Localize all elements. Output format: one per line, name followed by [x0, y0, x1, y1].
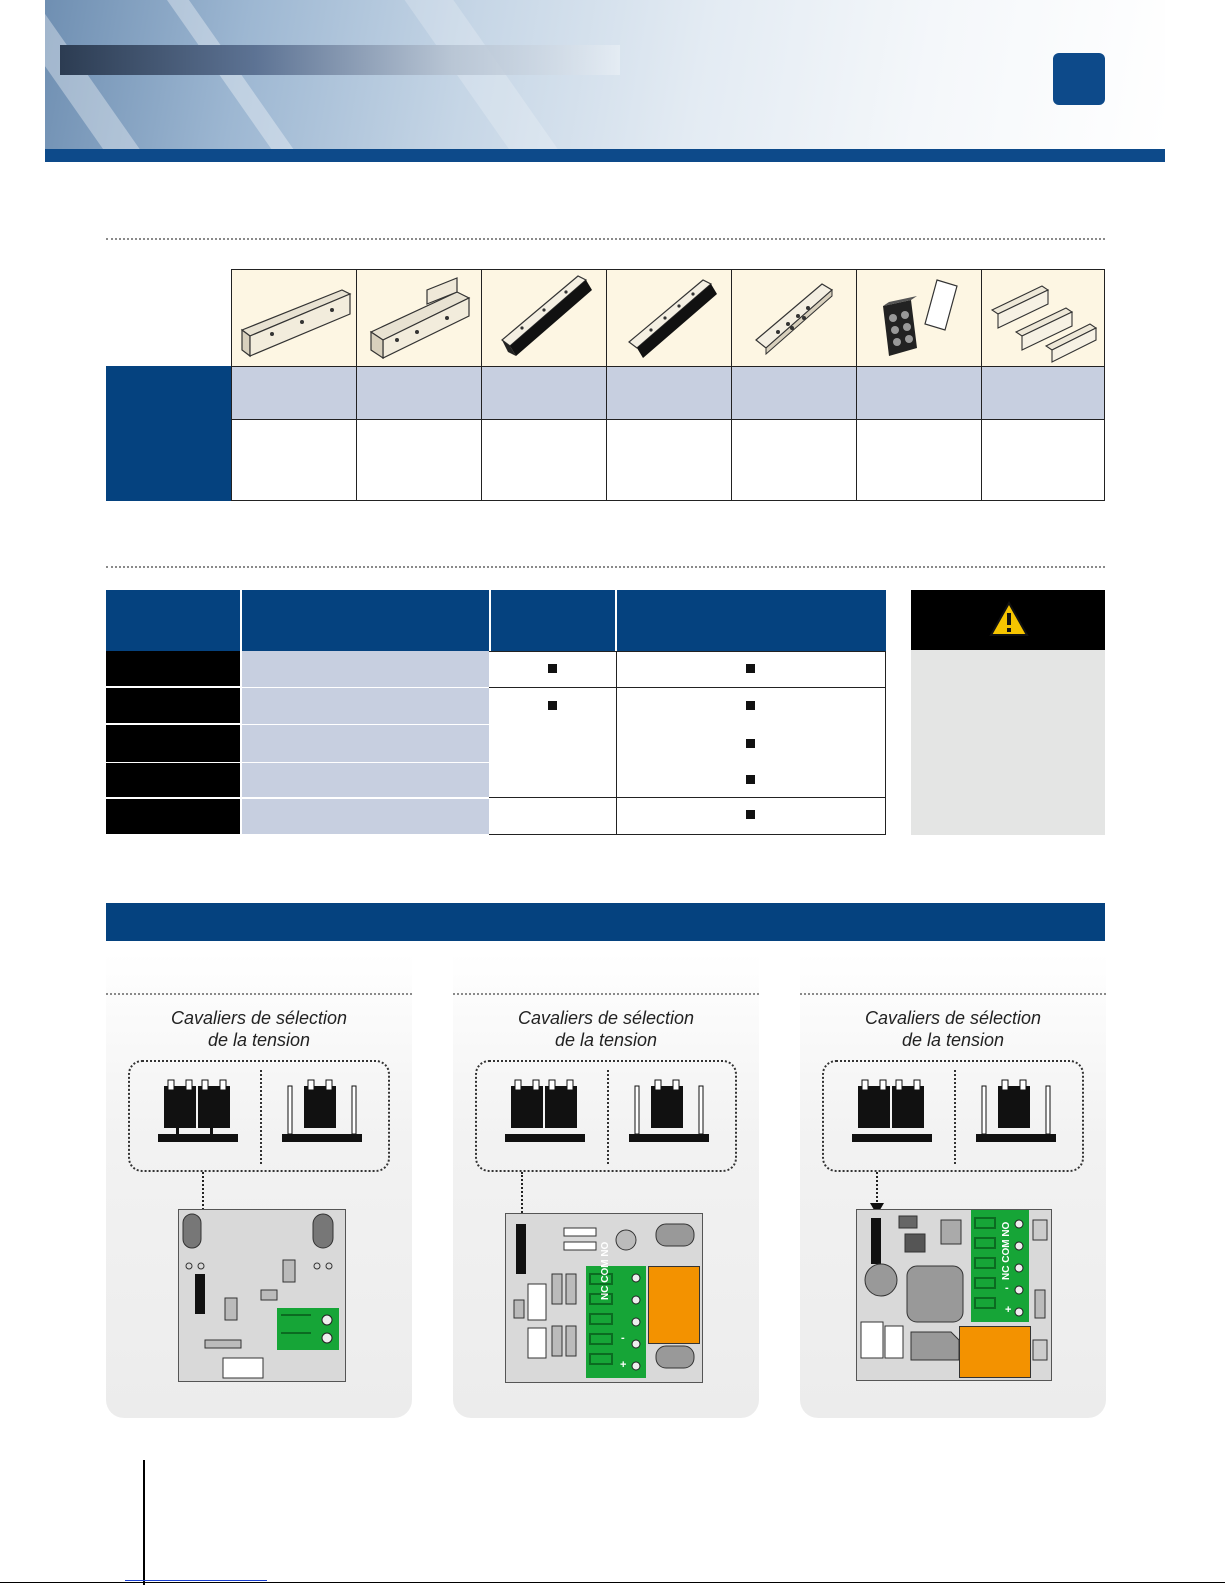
- spec-header-cell: [106, 590, 240, 651]
- circuit-board: [505, 1213, 703, 1383]
- spec-row-label: [106, 688, 240, 723]
- page-number-badge: [1053, 53, 1105, 105]
- jumper-selection-box: [475, 1060, 737, 1172]
- spec-header-cell: [242, 590, 489, 651]
- jumper-set-two-icon: [505, 1078, 585, 1142]
- spec-row-label: [106, 725, 240, 762]
- check-square-icon: [746, 775, 755, 784]
- caption-line-2: de la tension: [554, 1030, 658, 1050]
- product-image-cell: [981, 269, 1105, 367]
- spec-row-value: [242, 763, 489, 797]
- spec-row-label: [106, 799, 240, 834]
- z-bracket-icon: [357, 270, 481, 366]
- spec-row-label: [106, 763, 240, 797]
- footer-vertical-rule: [143, 1460, 145, 1585]
- spec-row-value: [242, 725, 489, 762]
- spec-header-cell: [491, 590, 615, 651]
- section-banner: [106, 903, 1105, 941]
- polarity-minus: -: [621, 1332, 625, 1344]
- title-bar: [60, 45, 620, 75]
- panel-caption: [106, 1007, 412, 1051]
- terminal-labels: NC COM NO: [600, 1241, 611, 1300]
- terminal-block: [586, 1241, 646, 1378]
- product-row-1-cell: [606, 366, 732, 420]
- spec-header-cell: [617, 590, 886, 651]
- product-row-2-cell: [356, 419, 482, 501]
- check-square-icon: [746, 701, 755, 710]
- polarity-minus: -: [1005, 1282, 1009, 1294]
- jumper-set-one-icon: [976, 1078, 1056, 1142]
- terminal-block: [971, 1210, 1029, 1322]
- panel-caption: [453, 1007, 759, 1051]
- section-divider-products: [106, 238, 1105, 240]
- product-row-1-cell: [856, 366, 982, 420]
- terminal-block: [277, 1308, 339, 1350]
- product-row-2-cell: [606, 419, 732, 501]
- product-image-cell: [231, 269, 357, 367]
- product-row-1-cell: [481, 366, 607, 420]
- product-row-1-cell: [981, 366, 1105, 420]
- product-table-row-header-1: [106, 366, 231, 420]
- wiring-panel-1: [106, 953, 412, 1418]
- jumper-selection-box: [128, 1060, 390, 1172]
- panel-divider: [106, 993, 412, 995]
- jumper-selection-box: [822, 1060, 1084, 1172]
- warning-header: [911, 590, 1105, 650]
- warning-box: [911, 590, 1105, 835]
- polarity-plus: +: [620, 1359, 627, 1371]
- product-row-1-cell: [231, 366, 357, 420]
- angle-bracket-black-2-icon: [607, 270, 731, 366]
- wiring-panel-2: [453, 953, 759, 1418]
- panel-divider: [453, 993, 759, 995]
- relay: [959, 1326, 1031, 1378]
- magnet-block-plate-icon: [857, 270, 981, 366]
- product-image-cell: [356, 269, 482, 367]
- jumper-divider: [607, 1070, 609, 1164]
- product-table-row-header-2: [106, 419, 231, 501]
- product-image-cell: [481, 269, 607, 367]
- spec-row-cell: [489, 724, 617, 763]
- header-banner: [45, 0, 1165, 150]
- relay: [648, 1266, 700, 1344]
- caption-line-2: de la tension: [901, 1030, 1005, 1050]
- product-image-cell: [731, 269, 857, 367]
- product-row-2-cell: [856, 419, 982, 501]
- angle-bracket-black-icon: [482, 270, 606, 366]
- product-row-2-cell: [731, 419, 857, 501]
- spec-row-label: [106, 651, 240, 686]
- product-row-2-cell: [231, 419, 357, 501]
- header-rule: [45, 149, 1165, 162]
- check-square-icon: [746, 810, 755, 819]
- jumper-set-two-icon: [852, 1078, 932, 1142]
- jumper-set-one-icon: [282, 1078, 362, 1142]
- check-square-icon: [746, 664, 755, 673]
- spec-row-cell: [489, 762, 617, 798]
- zl-bracket-set-icon: [982, 270, 1104, 366]
- circuit-board: [178, 1209, 346, 1382]
- l-bracket-icon: [232, 270, 356, 366]
- footer-rule: [0, 1582, 1225, 1583]
- check-square-icon: [746, 739, 755, 748]
- product-image-cell: [856, 269, 982, 367]
- jumper-divider: [954, 1070, 956, 1164]
- caption-line-1: Cavaliers de sélection: [864, 1008, 1042, 1028]
- check-square-icon: [548, 664, 557, 673]
- panel-caption: [800, 1007, 1106, 1051]
- product-row-1-cell: [356, 366, 482, 420]
- jumper-pointer-line: [521, 1172, 523, 1216]
- product-image-cell: [606, 269, 732, 367]
- spec-row-value: [242, 651, 489, 687]
- product-row-2-cell: [981, 419, 1105, 501]
- footer-link-underline[interactable]: [125, 1580, 267, 1581]
- caption-line-2: de la tension: [207, 1030, 311, 1050]
- product-row-1-cell: [731, 366, 857, 420]
- jumper-divider: [260, 1070, 262, 1164]
- spec-row-value: [242, 688, 489, 724]
- flat-plate-icon: [732, 270, 856, 366]
- caption-line-1: Cavaliers de sélection: [517, 1008, 695, 1028]
- caption-line-1: Cavaliers de sélection: [170, 1008, 348, 1028]
- spec-row-cell: [489, 798, 617, 835]
- jumper-set-one-icon: [629, 1078, 709, 1142]
- polarity-plus: +: [1005, 1304, 1012, 1316]
- wiring-panel-3: [800, 953, 1106, 1418]
- panel-divider: [800, 993, 1106, 995]
- terminal-labels: NC COM NO: [1001, 1221, 1012, 1280]
- warning-triangle-icon: [989, 601, 1029, 637]
- jumper-pointer-line: [876, 1172, 878, 1206]
- circuit-board: [856, 1209, 1052, 1381]
- product-row-2-cell: [481, 419, 607, 501]
- check-square-icon: [548, 701, 557, 710]
- jumper-set-two-icon: [158, 1078, 238, 1142]
- section-divider-specs: [106, 566, 1105, 568]
- spec-row-value: [242, 799, 489, 834]
- circuit-board-1-icon: [179, 1210, 345, 1381]
